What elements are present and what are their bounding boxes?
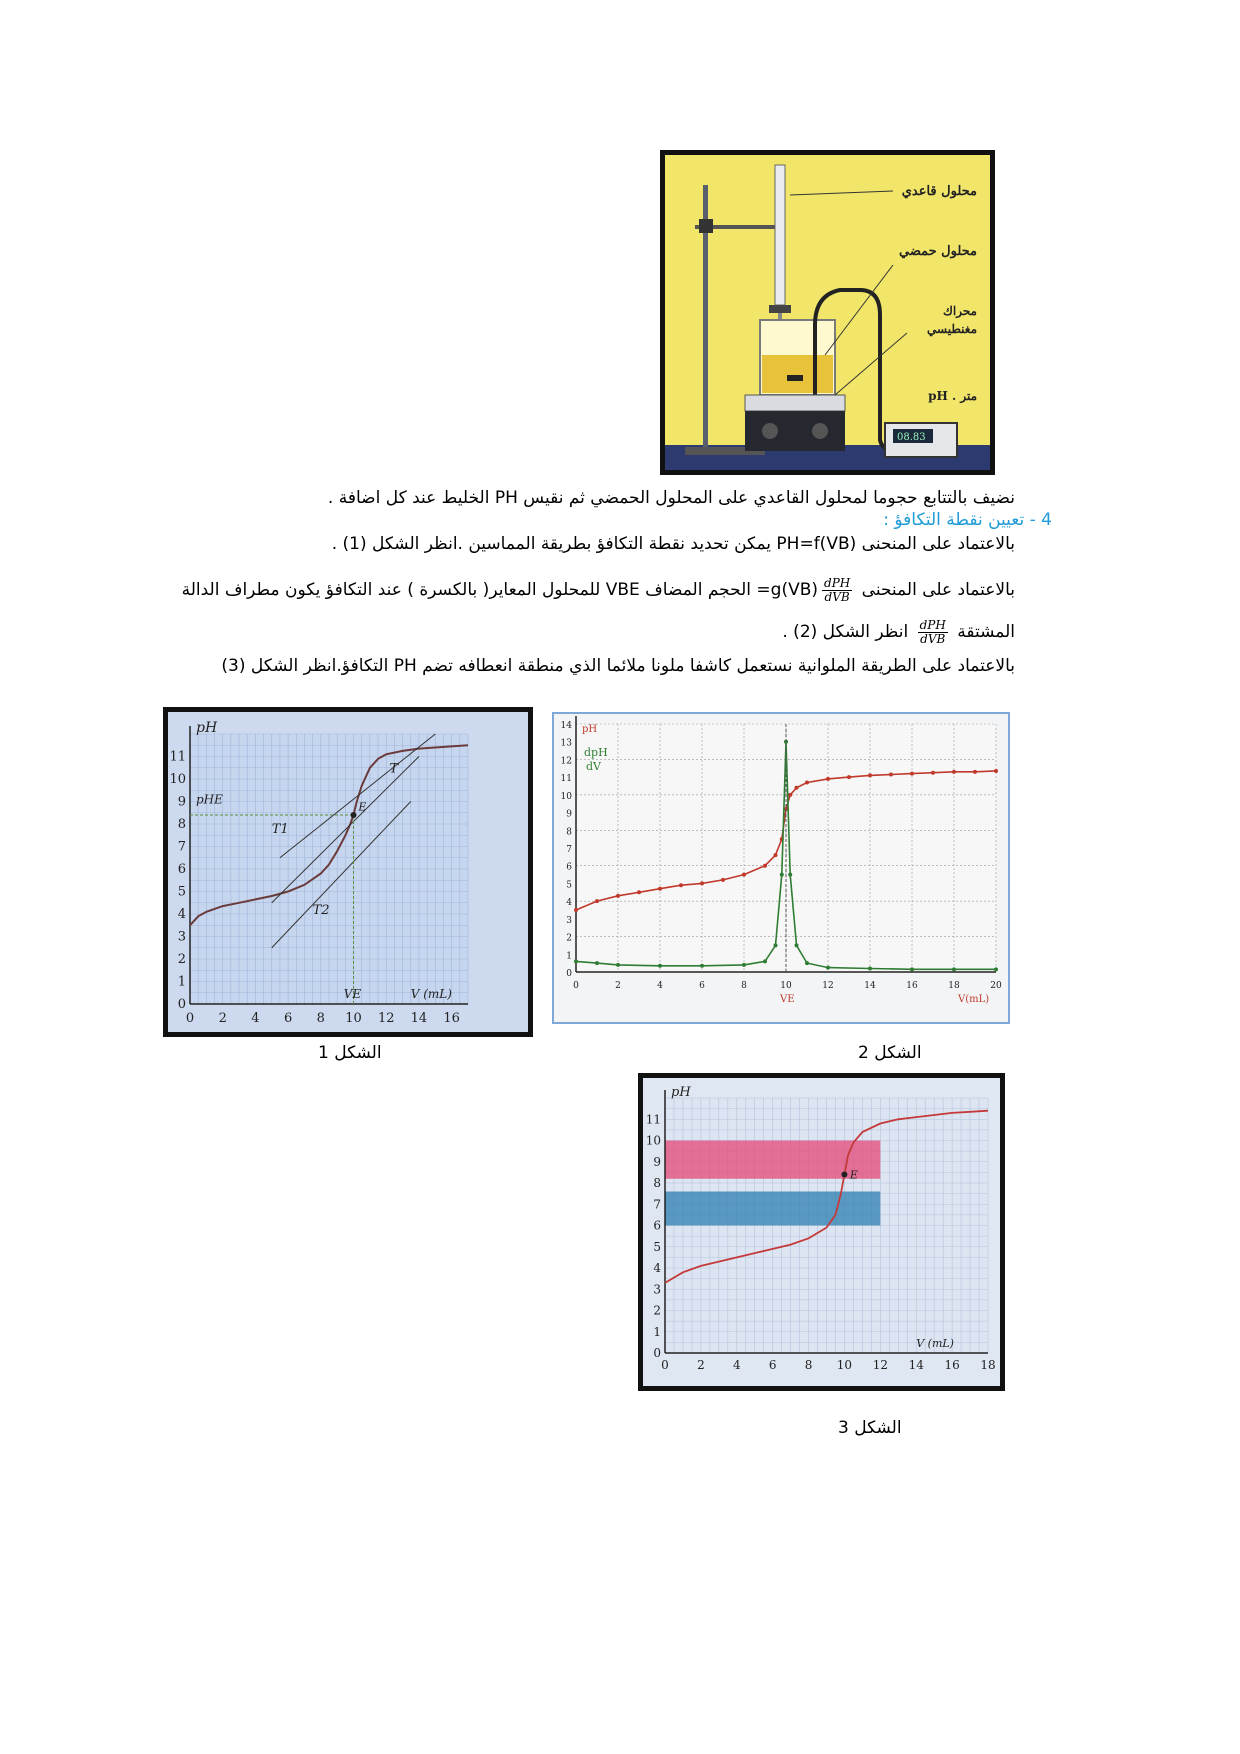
data-point	[805, 780, 809, 784]
data-point	[889, 772, 893, 776]
data-point	[616, 894, 620, 898]
y-tick-label: 3	[177, 929, 186, 945]
stir-bar	[787, 375, 803, 381]
y-axis-label-pH: pH	[196, 720, 218, 736]
x-tick-label: 6	[699, 981, 705, 991]
magnetic-stirrer	[745, 411, 845, 451]
derivative-fraction	[822, 577, 852, 604]
label-T2: T2	[312, 903, 330, 918]
x-tick-label: 4	[732, 1358, 741, 1372]
fraction-denominator-2: dVB	[920, 631, 946, 646]
y-tick-label: 2	[653, 1303, 661, 1318]
x-tick-label: 4	[251, 1011, 260, 1026]
y-tick-label: 7	[566, 845, 572, 855]
data-point	[795, 786, 799, 790]
data-point	[658, 887, 662, 891]
figure-3-chart	[643, 1078, 1000, 1386]
y-tick-label: 10	[560, 791, 572, 802]
label-dV: dV	[586, 760, 601, 773]
label-stirrer-2: مغنطيسي	[926, 322, 977, 336]
y-tick-label: 0	[653, 1346, 661, 1360]
figure-1-chart	[168, 712, 528, 1032]
data-point	[788, 793, 792, 797]
paragraph-add-base: نضيف بالتتابع حجوما لمحلول القاعدي على المحلول الحمضي ثم نقيس PH الخليط عند كل اضافة .	[327, 488, 1015, 508]
equivalence-point	[351, 812, 357, 818]
x-tick-label: 18	[948, 981, 960, 991]
x-tick-label: 8	[741, 981, 747, 991]
label-pH: pH	[582, 724, 598, 735]
y-tick-label: 0	[177, 997, 186, 1012]
derivative2-text-a: المشتقة	[957, 622, 1015, 642]
y-tick-label: 6	[566, 862, 572, 873]
y-tick-label: 11	[169, 749, 186, 765]
y-tick-label: 6	[653, 1218, 661, 1233]
x-tick-label: 0	[185, 1011, 195, 1026]
x-tick-label: 8	[804, 1358, 813, 1372]
y-tick-label: 10	[169, 772, 186, 787]
section-heading-equivalence: 4 - تعيين نقطة التكافؤ :	[883, 510, 1052, 530]
data-point	[742, 963, 746, 967]
caption-figure-3: الشكل 3	[838, 1418, 902, 1438]
x-tick-label: 16	[944, 1358, 960, 1372]
x-tick-label: 12	[822, 981, 834, 991]
data-point	[805, 961, 809, 965]
y-tick-label: 9	[653, 1154, 661, 1169]
data-point	[595, 899, 599, 903]
y-tick-label: 2	[566, 933, 572, 944]
y-tick-label: 8	[177, 817, 186, 832]
data-point	[763, 959, 767, 963]
label-T: T	[389, 761, 399, 777]
y-tick-label: 9	[177, 794, 186, 810]
y-tick-label: 5	[653, 1239, 661, 1254]
figure-3-frame	[638, 1073, 1005, 1391]
indicator-band	[665, 1192, 880, 1226]
data-point	[973, 770, 977, 774]
y-tick-label: 4	[177, 907, 186, 922]
x-axis-label: V (mL)	[916, 1337, 954, 1350]
label-base-solution: محلول قاعدي	[901, 184, 977, 199]
y-tick-label: 11	[560, 774, 572, 785]
x-tick-label: 20	[990, 981, 1002, 991]
y-tick-label: 13	[560, 738, 572, 749]
y-tick-label: 8	[653, 1176, 661, 1190]
caption-figure-2: الشكل 2	[858, 1043, 922, 1063]
figure-2-chart	[554, 714, 1008, 1022]
data-point	[910, 772, 914, 776]
data-point	[788, 873, 792, 877]
label-E: E	[849, 1168, 858, 1182]
x-tick-label: 2	[218, 1011, 227, 1026]
data-point	[826, 966, 830, 970]
label-stirrer-1: محراك	[942, 304, 977, 318]
figure-2-frame	[552, 712, 1010, 1024]
label-VE: VE	[780, 994, 795, 1005]
x-tick-label: 14	[864, 981, 876, 991]
y-tick-label: 7	[177, 839, 186, 855]
y-tick-label: 3	[566, 915, 572, 926]
data-point	[994, 769, 998, 773]
data-point	[658, 964, 662, 968]
y-tick-label: 9	[566, 809, 572, 820]
data-point	[774, 853, 778, 857]
y-axis-label-pH: pH	[671, 1085, 691, 1100]
burette	[775, 165, 785, 305]
x-tick-label: 18	[980, 1358, 996, 1372]
y-tick-label: 5	[177, 884, 186, 900]
paragraph-tangent-method: بالاعتماد على المنحنى PH=f(VB) يمكن تحديد نقطة التكافؤ بطريقة المماسين .انظر الشكل (1) .	[331, 534, 1015, 554]
data-point	[952, 770, 956, 774]
x-tick-label: 16	[906, 981, 918, 991]
y-tick-label: 8	[566, 827, 572, 838]
x-tick-label: 14	[908, 1358, 924, 1372]
data-point	[931, 771, 935, 775]
x-tick-label: 10	[836, 1358, 853, 1372]
x-tick-label: 12	[377, 1011, 395, 1026]
x-tick-label: 4	[657, 981, 663, 991]
label-T1: T1	[271, 822, 289, 837]
y-tick-label: 1	[566, 951, 572, 962]
data-point	[795, 943, 799, 947]
fraction-denominator: dVB	[824, 589, 850, 604]
x-tick-label: 0	[573, 981, 579, 991]
paragraph-colorimetric-method: بالاعتماد على الطريقة الملوانية نستعمل كاشفا ملونا ملائما الذي منطقة انعطافه تضم PH التكافؤ.انظر الشكل (3)	[221, 656, 1015, 676]
y-tick-label: 10	[645, 1133, 661, 1148]
data-point	[574, 959, 578, 963]
derivative-fraction-2	[918, 619, 948, 646]
label-ph-meter: pH . متر	[928, 389, 977, 403]
paragraph-derivative-method	[182, 570, 1015, 610]
x-tick-label: 2	[615, 981, 621, 991]
y-tick-label: 2	[177, 952, 186, 967]
x-axis-label: V (mL)	[410, 987, 452, 1001]
label-VE: VE	[343, 987, 362, 1001]
x-tick-label: 16	[443, 1011, 460, 1026]
equivalence-point	[841, 1172, 847, 1178]
data-point	[595, 961, 599, 965]
derivative-text-b: =g(VB)	[756, 580, 819, 600]
data-point	[952, 967, 956, 971]
data-point	[763, 864, 767, 868]
y-tick-label: 6	[177, 862, 186, 877]
data-point	[868, 773, 872, 777]
x-tick-label: 12	[872, 1358, 888, 1372]
data-point	[994, 967, 998, 971]
figure-1-frame	[163, 707, 533, 1037]
fraction-numerator: dPH	[824, 575, 851, 590]
y-tick-label: 4	[566, 898, 572, 909]
x-tick-label: 8	[316, 1011, 325, 1026]
y-tick-label: 3	[653, 1282, 661, 1297]
y-tick-label: 5	[566, 880, 572, 891]
meter-reading: 08.83	[897, 432, 926, 443]
y-tick-label: 4	[653, 1261, 661, 1275]
data-point	[721, 878, 725, 882]
label-E: E	[358, 800, 367, 814]
data-point	[637, 890, 641, 894]
data-point	[910, 967, 914, 971]
data-point	[700, 964, 704, 968]
y-tick-label: 1	[653, 1324, 661, 1339]
data-point	[700, 881, 704, 885]
apparatus-drawing	[665, 155, 990, 470]
y-tick-label: 7	[653, 1197, 661, 1212]
label-dpH: dpH	[584, 746, 608, 759]
data-point	[742, 873, 746, 877]
acid-solution	[762, 355, 833, 393]
y-tick-label: 11	[645, 1112, 661, 1127]
y-tick-label: 14	[560, 721, 572, 731]
caption-figure-1: الشكل 1	[318, 1043, 382, 1063]
x-tick-label: 14	[410, 1011, 428, 1026]
data-point	[847, 775, 851, 779]
data-point	[780, 873, 784, 877]
x-tick-label: 2	[697, 1358, 705, 1372]
paragraph-derivative-ref	[782, 612, 1015, 652]
data-point	[774, 943, 778, 947]
x-axis-label: V(mL)	[958, 994, 990, 1005]
x-tick-label: 10	[780, 981, 792, 991]
data-point	[616, 963, 620, 967]
x-tick-label: 0	[661, 1358, 669, 1372]
x-tick-label: 6	[283, 1011, 293, 1026]
x-tick-label: 10	[345, 1011, 362, 1026]
derivative-text-a: بالاعتماد على المنحنى	[861, 580, 1015, 600]
x-tick-label: 6	[768, 1358, 777, 1372]
fraction-numerator-2: dPH	[919, 617, 946, 632]
data-point	[679, 883, 683, 887]
y-tick-label: 12	[560, 756, 572, 767]
data-point	[574, 908, 578, 912]
data-point	[826, 777, 830, 781]
y-tick-label: 1	[177, 974, 186, 990]
data-point	[868, 966, 872, 970]
derivative2-text-b: انظر الشكل (2) .	[782, 622, 909, 642]
label-phE: pHE	[196, 792, 223, 807]
y-tick-label: 0	[566, 969, 572, 979]
titration-apparatus-image	[660, 150, 995, 475]
derivative-text-c: الحجم المضاف VBE للمحلول المعاير( بالكسرة ) عند التكافؤ يكون مطراف الدالة	[181, 580, 752, 600]
label-acid-solution: محلول حمضي	[898, 244, 977, 259]
